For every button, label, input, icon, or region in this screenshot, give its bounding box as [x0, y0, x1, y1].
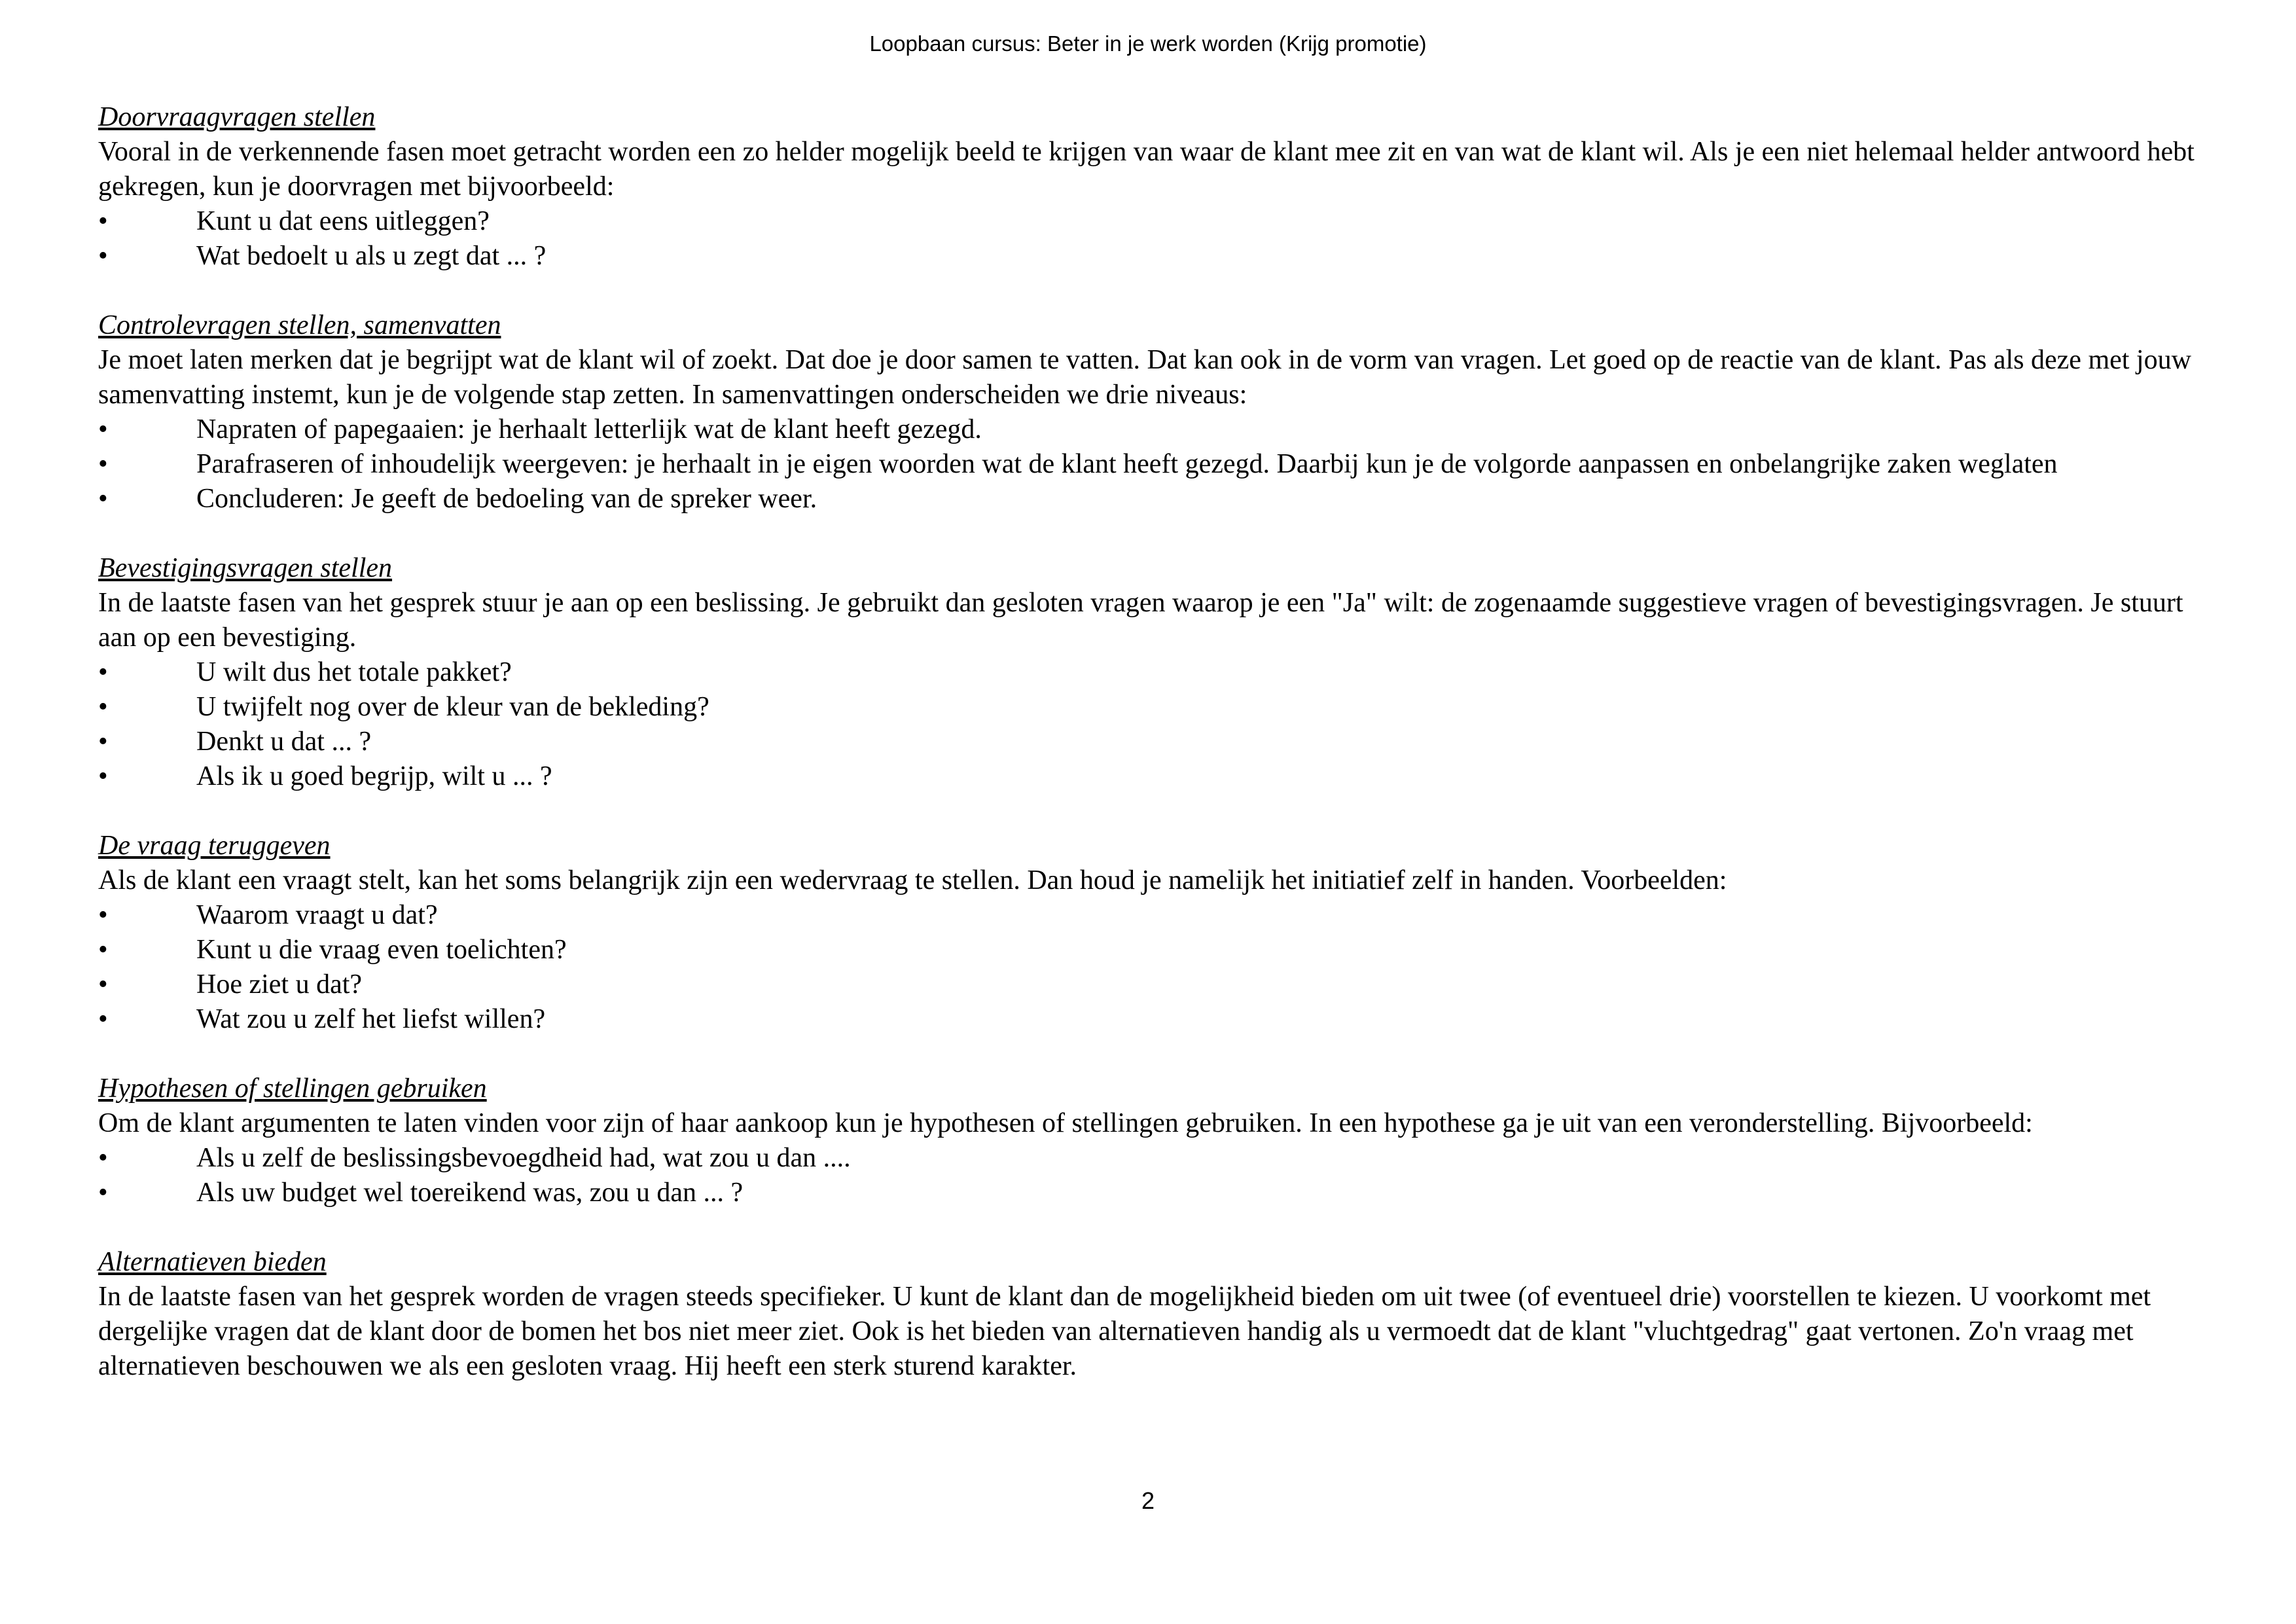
section-controlevragen — [98, 308, 2212, 516]
list-item-text: Hoe ziet u dat? — [196, 969, 363, 1000]
bullet-icon: • — [98, 727, 108, 757]
bullet-icon: • — [98, 206, 108, 236]
bullet-icon: • — [98, 1143, 108, 1173]
list-item — [98, 933, 2212, 967]
section-heading: Controlevragen stellen, samenvatten — [98, 310, 501, 340]
bullet-icon: • — [98, 969, 108, 1000]
list-item — [98, 1176, 2212, 1210]
list-item — [98, 759, 2212, 794]
section-vraag-teruggeven — [98, 829, 2212, 1037]
section-heading: De vraag teruggeven — [98, 831, 331, 861]
list-item-text: Parafraseren of inhoudelijk weergeven: je herhaalt in je eigen woorden wat de klant heeft gezegd. Daarbij kun je de volgorde aanpassen en onbelangrijke zaken weglaten — [196, 449, 2058, 479]
list-item — [98, 447, 2212, 482]
list-item — [98, 1002, 2212, 1037]
list-item — [98, 1141, 2212, 1176]
bullet-list — [98, 412, 2212, 516]
section-hypothesen — [98, 1072, 2212, 1210]
bullet-icon: • — [98, 241, 108, 271]
list-item — [98, 967, 2212, 1002]
list-item-text: Als uw budget wel toereikend was, zou u dan ... ? — [196, 1178, 744, 1208]
list-item — [98, 655, 2212, 690]
bullet-icon: • — [98, 935, 108, 965]
bullet-icon: • — [98, 900, 108, 930]
bullet-icon: • — [98, 1004, 108, 1034]
section-paragraph: In de laatste fasen van het gesprek stuur je aan op een beslissing. Je gebruikt dan gesloten vragen waarop je een "Ja" wilt: de zogenaamde suggestieve vragen of bevestigingsvragen. Je stuurt aan op een bevestiging. — [98, 588, 2183, 653]
list-item — [98, 204, 2212, 239]
list-item-text: U wilt dus het totale pakket? — [196, 657, 512, 687]
bullet-icon: • — [98, 692, 108, 722]
bullet-icon: • — [98, 657, 108, 687]
list-item-text: Wat bedoelt u als u zegt dat ... ? — [196, 241, 547, 271]
list-item-text: Kunt u die vraag even toelichten? — [196, 935, 567, 965]
bullet-list — [98, 655, 2212, 794]
list-item — [98, 239, 2212, 274]
section-bevestigingsvragen — [98, 551, 2212, 794]
list-item — [98, 412, 2212, 447]
list-item-text: U twijfelt nog over de kleur van de bekleding? — [196, 692, 709, 722]
list-item — [98, 690, 2212, 725]
list-item — [98, 898, 2212, 933]
section-alternatieven — [98, 1245, 2212, 1384]
list-item — [98, 725, 2212, 759]
section-paragraph: Om de klant argumenten te laten vinden voor zijn of haar aankoop kun je hypothesen of stellingen gebruiken. In een hypothese ga je uit van een veronderstelling. Bijvoorbeeld: — [98, 1108, 2033, 1138]
list-item-text: Kunt u dat eens uitleggen? — [196, 206, 490, 236]
list-item-text: Denkt u dat ... ? — [196, 727, 372, 757]
bullet-icon: • — [98, 761, 108, 791]
bullet-list — [98, 898, 2212, 1037]
document-body — [98, 100, 2212, 1418]
section-paragraph: Vooral in de verkennende fasen moet getracht worden een zo helder mogelijk beeld te krijgen van waar de klant mee zit en van wat de klant wil. Als je een niet helemaal helder antwoord hebt gekregen, kun je doorvragen met bijvoorbeeld: — [98, 137, 2195, 202]
section-heading: Bevestigingsvragen stellen — [98, 553, 393, 583]
list-item-text: Waarom vraagt u dat? — [196, 900, 438, 930]
section-doorvraagvragen — [98, 100, 2212, 274]
section-paragraph: Je moet laten merken dat je begrijpt wat de klant wil of zoekt. Dat doe je door samen te vatten. Dat kan ook in de vorm van vragen. Let goed op de reactie van de klant. Pas als deze met jouw samenvatting instemt, kun je de volgende stap zetten. In samenvattingen onderscheiden we drie niveaus: — [98, 345, 2191, 410]
page-header: Loopbaan cursus: Beter in je werk worden (Krijg promotie) — [869, 31, 1427, 56]
bullet-list — [98, 1141, 2212, 1210]
section-heading: Doorvraagvragen stellen — [98, 102, 376, 132]
bullet-icon: • — [98, 1178, 108, 1208]
page-number: 2 — [1141, 1487, 1155, 1514]
section-paragraph: Als de klant een vraagt stelt, kan het soms belangrijk zijn een wedervraag te stellen. Dan houd je namelijk het initiatief zelf in handen. Voorbeelden: — [98, 865, 1727, 895]
list-item-text: Napraten of papegaaien: je herhaalt letterlijk wat de klant heeft gezegd. — [196, 414, 982, 444]
list-item-text: Als ik u goed begrijp, wilt u ... ? — [196, 761, 552, 791]
list-item — [98, 482, 2212, 516]
list-item-text: Als u zelf de beslissingsbevoegdheid had, wat zou u dan .... — [196, 1143, 851, 1173]
list-item-text: Wat zou u zelf het liefst willen? — [196, 1004, 546, 1034]
bullet-icon: • — [98, 484, 108, 514]
section-paragraph: In de laatste fasen van het gesprek worden de vragen steeds specifieker. U kunt de klant dan de mogelijkheid bieden om uit twee (of eventueel drie) voorstellen te kiezen. U voorkomt met dergelijke vragen dat de klant door de bomen het bos niet meer ziet. Ook is het bieden van alternatieven handig als u vermoedt dat de klant "vluchtgedrag" gaat vertonen. Zo'n vraag met alternatieven beschouwen we als een gesloten vraag. Hij heeft een sterk sturend karakter. — [98, 1282, 2151, 1381]
bullet-icon: • — [98, 414, 108, 444]
section-heading: Hypothesen of stellingen gebruiken — [98, 1074, 487, 1104]
bullet-list — [98, 204, 2212, 274]
section-heading: Alternatieven bieden — [98, 1247, 327, 1277]
list-item-text: Concluderen: Je geeft de bedoeling van de spreker weer. — [196, 484, 817, 514]
bullet-icon: • — [98, 449, 108, 479]
